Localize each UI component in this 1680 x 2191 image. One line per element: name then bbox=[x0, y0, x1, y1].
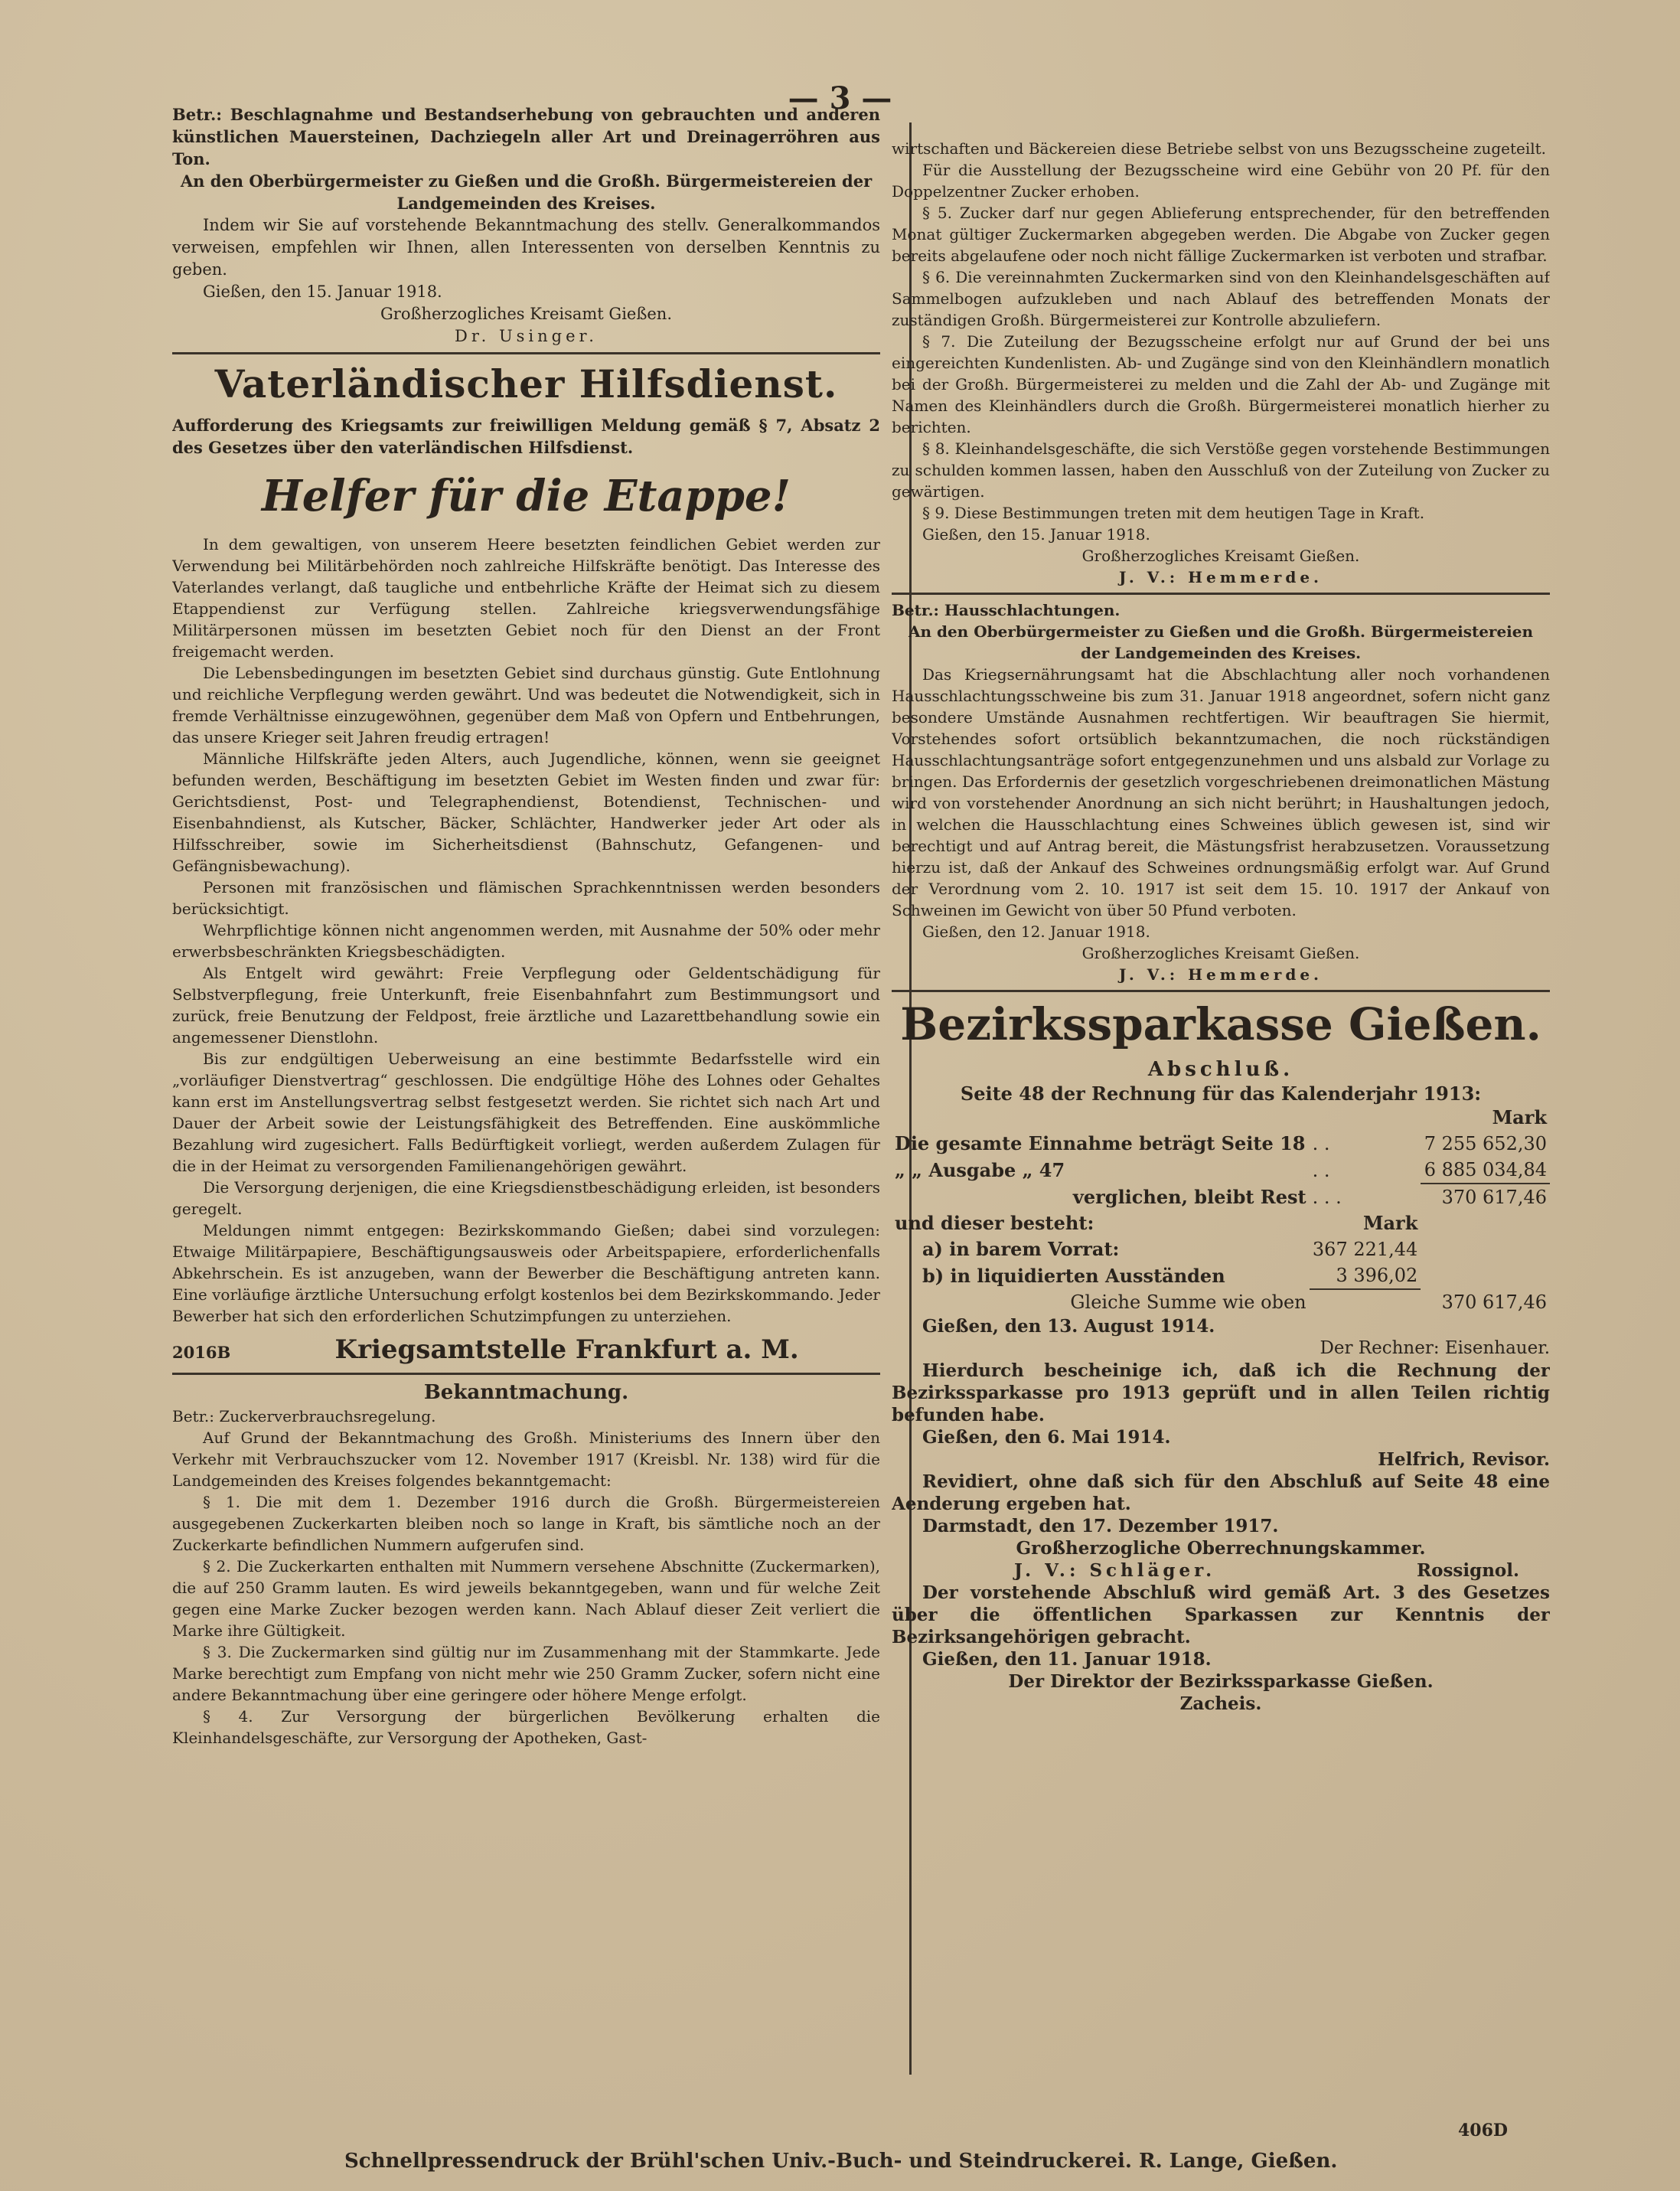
haus-body: Das Kriegsernährungsamt hat die Abschlachtung aller noch vorhandenen Hausschlachtungsschweine bis zum 31. Januar 1918 angeordnet, sofern nicht ganz besondere Umstände Ausnahmen rechtfertigen. Wir beauftragen Sie hiermit, Vorstehendes sofort ortsüblich bekanntzumachen, die noch rückständigen Hausschlachtungsanträge sofort entgegenzunehmen und uns alsbald zur Vorlage zu bringen. Das Erfordernis der gesetzlich vorgeschriebenen dreimonatlichen Mästung wird von vorstehender Anordnung an sich nicht berührt; in Haushaltungen jedoch, in welchen die Hausschlachtung eines Schweines üblich gewesen ist, sind wir berechtigt und auf Antrag bereit, die Mästungsfrist herabzusetzen. Voraussetzung hierzu ist, daß der Ankauf des Schweines ordnungsmäßig erfolgt war. Auf Grund der Verordnung vom 2. 10. 1917 ist seit dem 15. 10. 1917 der Ankauf von Schweinen im Gewicht von über 50 Pfund verboten. bbox=[892, 665, 1550, 919]
zucker-paragraph: Auf Grund der Bekanntmachung des Großh. Ministeriums des Innern über den Verkehr mit Verbrauchszucker vom 12. November 1917 (Kreisbl. Nr. 138) wird für die Landgemeinden des Kreises folgendes bekanntgemacht: bbox=[172, 1429, 880, 1490]
zucker-cont-paragraph: § 6. Die vereinnahmten Zuckermarken sind von den Kleinhandelsgeschäften auf Sammelbogen aufzukleben und nach Ablauf des betreffenden Monats der zuständigen Großh. Bürgermeisterei zur Kontrolle abzuliefern. bbox=[892, 268, 1550, 329]
zucker-signature: J. V.: Hemmerde. bbox=[1118, 568, 1323, 586]
zucker-paragraph: § 2. Die Zuckerkarten enthalten mit Nummern versehene Abschnitte (Zuckermarken), die auf 250 Gramm lauten. Es wird jeweils bekanntgegeben, wann und für welche Zeit gegen eine Marke Zucker bezogen werden kann. Nach Ablauf dieser Zeit verliert die Marke ihre Gültigkeit. bbox=[172, 1557, 880, 1640]
table-row bbox=[892, 1184, 1550, 1210]
sub-row-value: 367 221,44 bbox=[1312, 1239, 1418, 1260]
notice1-body: Indem wir Sie auf vorstehende Bekanntmachung des stellv. Generalkommandos verweisen, empfehlen wir Ihnen, allen Interessenten von derselben Kenntnis zu geben. bbox=[172, 216, 880, 279]
sparkasse-ref: Seite 48 der Rechnung für das Kalenderjahr 1913: bbox=[960, 1082, 1482, 1105]
notice1-authority: Großherzogliches Kreisamt Gießen. bbox=[380, 305, 672, 323]
row-value: 370 617,46 bbox=[1441, 1187, 1547, 1208]
notice1-date: Gießen, den 15. Januar 1918. bbox=[203, 282, 442, 301]
zucker-cont-paragraph: wirtschaften und Bäckereien diese Betriebe selbst von uns Bezugsscheine zugeteilt. bbox=[892, 139, 1547, 158]
haus-subject: Betr.: Hausschlachtungen. bbox=[892, 601, 1121, 619]
row-dots: . . . bbox=[1312, 1186, 1342, 1208]
divider bbox=[172, 1373, 880, 1375]
table-header bbox=[892, 1105, 1550, 1131]
sparkasse-revidiert: Revidiert, ohne daß sich für den Abschluß auf Seite 48 eine Aenderung ergeben hat. bbox=[892, 1471, 1550, 1514]
sparkasse-zacheis: Zacheis. bbox=[1179, 1693, 1262, 1714]
haus-addressee: An den Oberbürgermeister zu Gießen und die Großh. Bürgermeistereien der Landgemeinden des Kreises. bbox=[908, 622, 1534, 662]
table-row bbox=[892, 1131, 1550, 1157]
zucker-date: Gießen, den 15. Januar 1918. bbox=[922, 525, 1150, 544]
zucker-paragraph: § 1. Die mit dem 1. Dezember 1916 durch die Großh. Bürgermeistereien ausgegebenen Zuckerkarten bleiben noch so lange in Kraft, bis sämtliche noch an der Zuckerkarte befindlichen Nummern aufgerufen sind. bbox=[172, 1493, 880, 1554]
row-label: verglichen, bleibt Rest bbox=[1072, 1185, 1306, 1208]
sparkasse-subtitle: Abschluß. bbox=[1147, 1058, 1294, 1081]
printer-footer: Schnellpressendruck der Brühl'schen Univ.-Buch- und Steindruckerei. R. Lange, Gießen. bbox=[344, 2150, 1338, 2173]
sparkasse-date2: Gießen, den 6. Mai 1914. bbox=[922, 1427, 1171, 1448]
left-column bbox=[172, 103, 880, 2075]
row-dots: . . bbox=[1312, 1159, 1330, 1181]
sparkasse-gesetz: Der vorstehende Abschluß wird gemäß Art. 3 des Gesetzes über die öffentlichen Sparkassen zur Kenntnis der Bezirksangehörigen gebracht. bbox=[892, 1582, 1550, 1647]
notice1-signature: Dr. Usinger. bbox=[455, 327, 598, 345]
sub-row-value: 3 396,02 bbox=[1310, 1262, 1421, 1289]
hilfsdienst-paragraph: Als Entgelt wird gewährt: Freie Verpflegung oder Geldentschädigung für Selbstverpflegung, freie Unterkunft, freie Eisenbahnfahrt zum Bestimmungsort und zurück, freie Benutzung der Feldpost, freie ärztliche und Lazarettbehandlung sowie ein angemessener Dienstlohn. bbox=[172, 964, 880, 1047]
zucker-cont-paragraph: § 5. Zucker darf nur gegen Ablieferung entsprechender, für den betreffenden Monat gültiger Zuckermarken abgegeben werden. Die Abgabe von Zucker gegen bereits abgelaufene oder noch nicht fällige Zuckermarken ist verboten und strafbar. bbox=[892, 204, 1550, 265]
right-column bbox=[892, 138, 1550, 2063]
zucker-cont-paragraph: § 9. Diese Bestimmungen treten mit dem heutigen Tage in Kraft. bbox=[922, 504, 1425, 522]
sparkasse-date1: Gießen, den 13. August 1914. bbox=[922, 1316, 1215, 1337]
zucker-paragraph: § 3. Die Zuckermarken sind gültig nur im Zusammenhang mit der Stammkarte. Jede Marke berechtigt zum Empfang von nicht mehr wie 250 Gramm Zucker, sofern nicht eine andere Bekanntmachung über eine geringere oder höhere Menge erfolgt. bbox=[172, 1643, 880, 1704]
col-mark: Mark bbox=[1492, 1106, 1547, 1128]
table-row bbox=[892, 1262, 1550, 1289]
sparkasse-cert: Hierdurch bescheinige ich, daß ich die Rechnung der Bezirkssparkasse pro 1913 geprüft und in allen Teilen richtig befunden habe. bbox=[892, 1360, 1550, 1425]
zucker-heading: Bekanntmachung. bbox=[423, 1381, 629, 1404]
haus-authority: Großherzogliches Kreisamt Gießen. bbox=[1081, 944, 1360, 962]
row-value: 7 255 652,30 bbox=[1424, 1133, 1547, 1154]
print-mark: 406D bbox=[1458, 2121, 1509, 2140]
sparkasse-date3: Darmstadt, den 17. Dezember 1917. bbox=[922, 1516, 1279, 1536]
hilfsdienst-paragraph: Die Lebensbedingungen im besetzten Gebiet sind durchaus günstig. Gute Entlohnung und reichliche Verpflegung werden gewährt. Und was bedeutet die Notwendigkeit, sich in fremde Verhältnisse einzugewöhnen, gegenüber dem Maß von Opfern und Entbehrungen, das unsere Krieger seit Jahren freudig ertragen! bbox=[172, 664, 880, 746]
zucker-subject: Betr.: Zuckerverbrauchsregelung. bbox=[172, 1407, 436, 1425]
hilfsdienst-paragraph: Personen mit französischen und flämischen Sprachkenntnissen werden besonders berücksichtigt. bbox=[172, 878, 880, 918]
row-dots: . . bbox=[1312, 1133, 1330, 1154]
signature-line bbox=[892, 1559, 1550, 1582]
gleiche-value: 370 617,46 bbox=[1441, 1291, 1547, 1313]
sparkasse-table bbox=[892, 1105, 1550, 1315]
hilfsdienst-paragraph: Wehrpflichtige können nicht angenommen werden, mit Ausnahme der 50% oder mehr erwerbsbeschränkten Kriegsbeschädigten. bbox=[172, 921, 880, 961]
zucker-cont-paragraph: Für die Ausstellung der Bezugsscheine wird eine Gebühr von 20 Pf. für den Doppelzentner Zucker erhoben. bbox=[892, 161, 1550, 201]
sparkasse-title: Bezirkssparkasse Gießen. bbox=[900, 998, 1541, 1050]
sparkasse-rossignol: Rossignol. bbox=[1417, 1560, 1519, 1581]
divider bbox=[892, 593, 1550, 595]
zucker-paragraph: § 4. Zur Versorgung der bürgerlichen Bevölkerung erhalten die Kleinhandelsgeschäfte, zur Versorgung der Apotheken, Gast- bbox=[172, 1707, 880, 1747]
col-mark: Mark bbox=[1362, 1212, 1418, 1234]
sparkasse-rechner: Der Rechner: Eisenhauer. bbox=[1320, 1338, 1550, 1358]
haus-signature: J. V.: Hemmerde. bbox=[1118, 965, 1323, 984]
sparkasse-date4: Gießen, den 11. Januar 1918. bbox=[922, 1649, 1212, 1670]
notice1-addressee: An den Oberbürgermeister zu Gießen und die Großh. Bürgermeistereien der Landgemeinden des Kreises. bbox=[180, 171, 873, 213]
hilfsdienst-headline: Helfer für die Etappe! bbox=[261, 471, 791, 521]
office-name: Kriegsamtstelle Frankfurt a. M. bbox=[334, 1334, 799, 1365]
hilfsdienst-paragraph: In dem gewaltigen, von unserem Heere besetzten feindlichen Gebiet werden zur Verwendung bei Militärbehörden noch zahlreiche Hilfskräfte benötigt. Das Interesse des Vaterlandes verlangt, daß taugliche und entbehrliche Kräfte der Heimat sich zu diesem Etappendienst zur Verfügung stellen. Zahlreiche kriegsverwendungsfähige Militärpersonen müssen im besetzten Gebiet noch für den Dienst an der Front freigemacht werden. bbox=[172, 535, 880, 661]
hilfsdienst-intro: Aufforderung des Kriegsamts zur freiwilligen Meldung gemäß § 7, Absatz 2 des Gesetzes über den vaterländischen Hilfsdienst. bbox=[172, 416, 880, 457]
sparkasse-schlaeger: J. V.: Schläger. bbox=[1014, 1560, 1216, 1581]
sparkasse-kammer: Großherzogliche Oberrechnungskammer. bbox=[1016, 1538, 1426, 1559]
notice1-subject: Betr.: Beschlagnahme und Bestandserhebung von gebrauchten und anderen künstlichen Mauersteinen, Dachziegeln aller Art und Dreinagerröhren aus Ton. bbox=[172, 105, 880, 168]
divider bbox=[172, 352, 880, 354]
office-line bbox=[172, 1331, 880, 1368]
row-label: „ „ Ausgabe „ 47 bbox=[895, 1158, 1065, 1181]
gleiche-label: Gleiche Summe wie oben bbox=[1070, 1291, 1306, 1313]
sparkasse-revisor: Helfrich, Revisor. bbox=[1378, 1449, 1550, 1470]
sub-row-label: a) in barem Vorrat: bbox=[922, 1238, 1120, 1260]
zucker-authority: Großherzogliches Kreisamt Gießen. bbox=[1081, 547, 1360, 565]
haus-date: Gießen, den 12. Januar 1918. bbox=[922, 922, 1150, 941]
table-row bbox=[892, 1157, 1550, 1184]
sparkasse-direktor: Der Direktor der Bezirkssparkasse Gießen. bbox=[1008, 1671, 1434, 1692]
hilfsdienst-title: Vaterländischer Hilfsdienst. bbox=[214, 361, 838, 407]
sub-row-label: b) in liquidierten Ausständen bbox=[922, 1264, 1225, 1287]
row-label: Die gesamte Einnahme beträgt Seite 18 bbox=[895, 1132, 1306, 1154]
hilfsdienst-paragraph: Die Versorgung derjenigen, die eine Kriegsdienstbeschädigung erleiden, ist besonders geregelt. bbox=[172, 1178, 880, 1218]
divider bbox=[892, 990, 1550, 992]
hilfsdienst-paragraph: Meldungen nimmt entgegen: Bezirkskommando Gießen; dabei sind vorzulegen: Etwaige Militärpapiere, Beschäftigungsausweis oder Arbeitspapiere, erforderlichenfalls Abkehrschein. Es ist anzugeben, wann der Bewerber die Beschäftigung antreten kann. Eine vorläufige ärztliche Untersuchung erfolgt kostenlos bei dem Bezirkskommando. Jeder Bewerber hat sich den erforderlichen Schutzimpfungen zu unterziehen. bbox=[172, 1221, 880, 1325]
hilfsdienst-paragraph: Männliche Hilfskräfte jeden Alters, auch Jugendliche, können, wenn sie geeignet befunden werden, Beschäftigung im besetzten Gebiet im Westen finden und zwar für: Gerichtsdienst, Post- und Telegraphendienst, Botendienst, Technischen- und Eisenbahndienst, als Kutscher, Bäcker, Schlächter, Handwerker jeder Art oder als Hilfsschreiber, sowie im Sicherheitsdienst (Bahnschutz, Gefangenen- und Gefängnisbewachung). bbox=[172, 749, 880, 875]
zucker-cont-paragraph: § 7. Die Zuteilung der Bezugsscheine erfolgt nur auf Grund der bei uns eingereichten Kundenlisten. Ab- und Zugänge sind von den Kleinhändlern monatlich bei der Großh. Bürgermeisterei zu melden und die Zahl der Ab- und Zugänge mit Namen des Kleinhändlers durch die Großh. Bürgermeisterei monatlich hierher zu berichten. bbox=[892, 332, 1550, 436]
zucker-cont-paragraph: § 8. Kleinhandelsgeschäfte, die sich Verstöße gegen vorstehende Bestimmungen zu schulden kommen lassen, haben den Ausschluß von der Zuteilung von Zucker zu gewärtigen. bbox=[892, 439, 1550, 501]
page-number: — 3 — bbox=[788, 80, 892, 116]
hilfsdienst-paragraph: Bis zur endgültigen Ueberweisung an eine bestimmte Bedarfsstelle wird ein „vorläufiger Dienstvertrag“ geschlossen. Die endgültige Höhe des Lohnes oder Gehaltes kann erst im Anstellungsvertrag selbst festgesetzt werden. Sie richtet sich nach Art und Dauer der Arbeit sowie der Leistungsfähigkeit des Betreffenden. Eine auskömmliche Bezahlung wird zugesichert. Falls Bedürftigkeit vorliegt, werden außerdem Zulagen für die in der Heimat zu versorgenden Familienangehörigen gewährt. bbox=[172, 1050, 880, 1175]
table-row bbox=[892, 1236, 1550, 1262]
table-row bbox=[892, 1289, 1550, 1315]
table-row bbox=[892, 1210, 1550, 1236]
besteht-label: und dieser besteht: bbox=[895, 1212, 1094, 1234]
notice-code: 2016B bbox=[172, 1343, 231, 1362]
row-value: 6 885 034,84 bbox=[1421, 1157, 1550, 1184]
